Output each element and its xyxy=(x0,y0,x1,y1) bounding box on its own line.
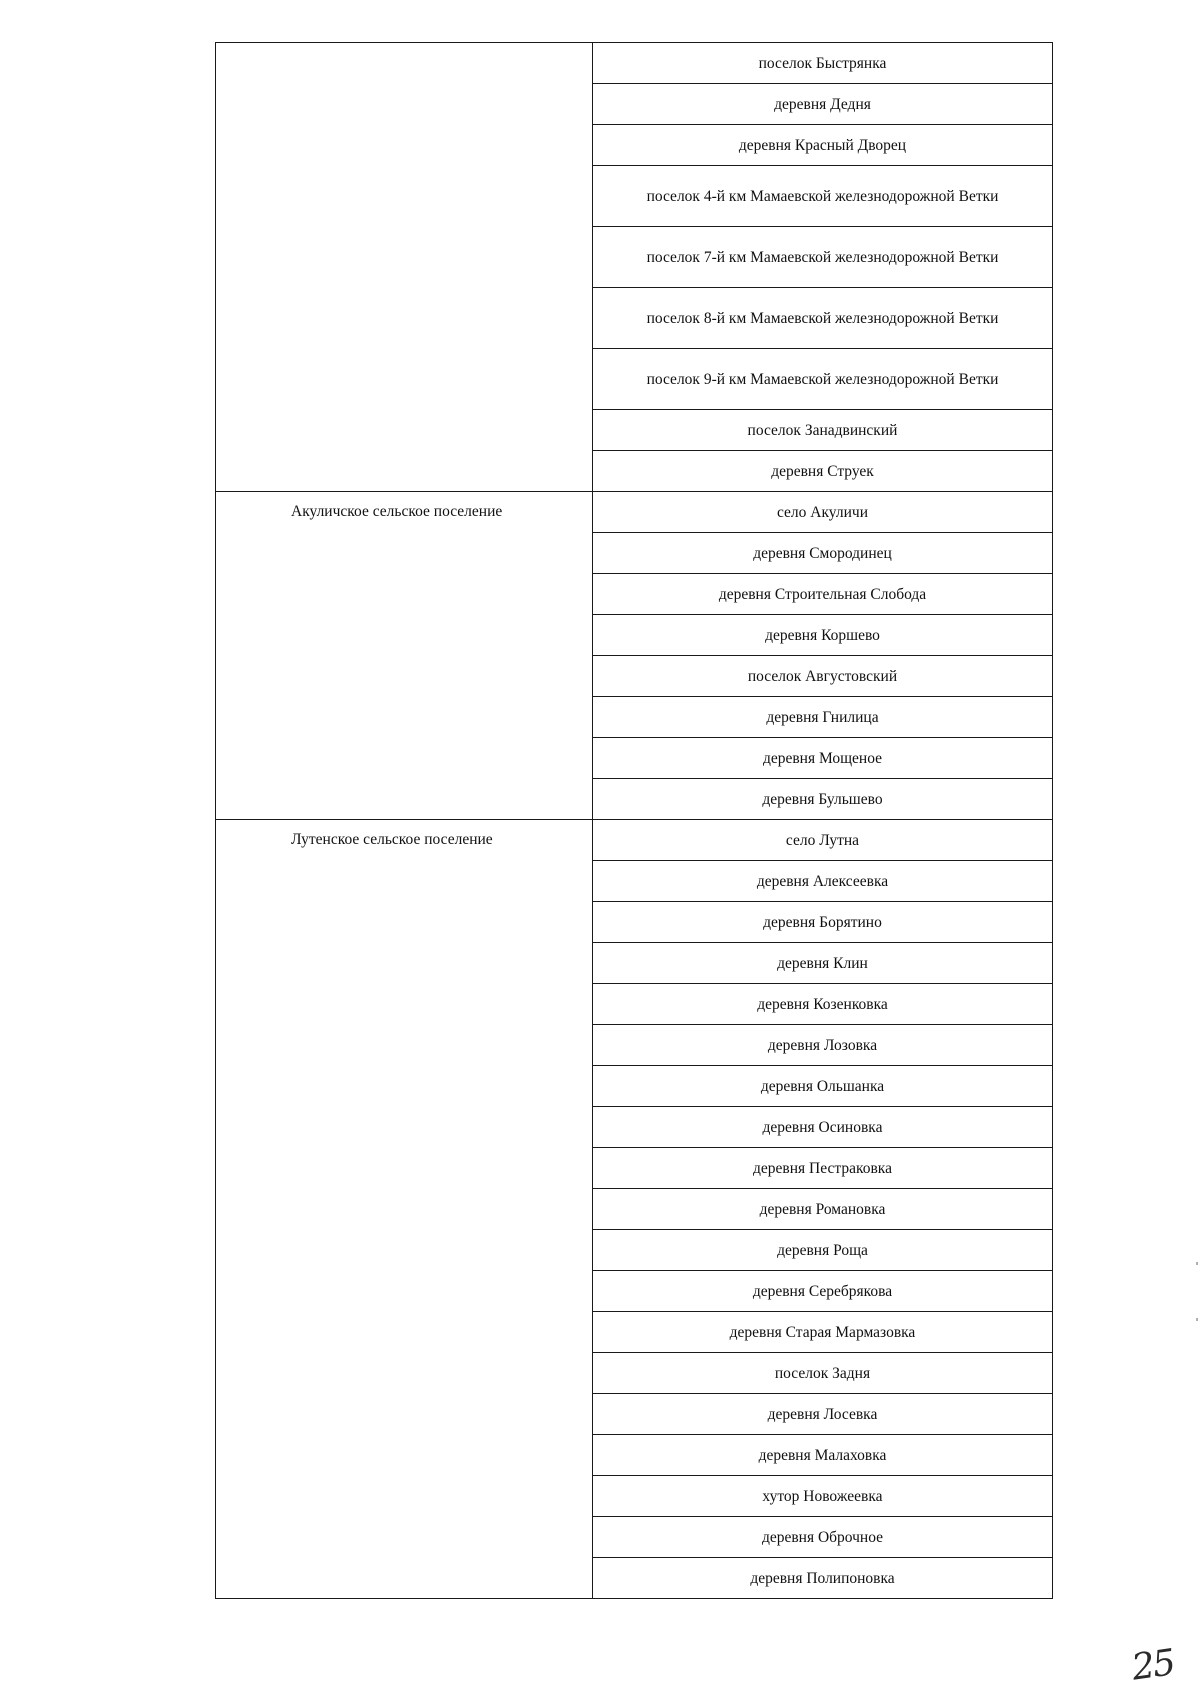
table-row xyxy=(216,492,1053,533)
settlement-cell: поселок Задня xyxy=(593,1353,1053,1394)
settlement-cell: деревня Оброчное xyxy=(593,1517,1053,1558)
table-row xyxy=(216,43,1053,84)
settlement-cell: деревня Малаховка xyxy=(593,1435,1053,1476)
settlement-cell: поселок 4-й км Мамаевской железнодорожной Ветки xyxy=(593,166,1053,227)
municipality-cell xyxy=(216,43,593,492)
settlement-cell: деревня Лозовка xyxy=(593,1025,1053,1066)
settlement-cell: деревня Козенковка xyxy=(593,984,1053,1025)
settlement-cell: деревня Пестраковка xyxy=(593,1148,1053,1189)
scan-artifact xyxy=(1196,1262,1198,1265)
settlement-cell: хутор Новожеевка xyxy=(593,1476,1053,1517)
settlement-cell: поселок 7-й км Мамаевской железнодорожной Ветки xyxy=(593,227,1053,288)
settlement-cell: поселок 8-й км Мамаевской железнодорожной Ветки xyxy=(593,288,1053,349)
settlement-cell: деревня Гнилица xyxy=(593,697,1053,738)
settlement-cell: деревня Строительная Слобода xyxy=(593,574,1053,615)
settlement-cell: деревня Ольшанка xyxy=(593,1066,1053,1107)
settlement-cell: поселок Занадвинский xyxy=(593,410,1053,451)
settlement-cell: деревня Клин xyxy=(593,943,1053,984)
settlement-cell: деревня Дедня xyxy=(593,84,1053,125)
settlement-cell: деревня Роща xyxy=(593,1230,1053,1271)
settlement-cell: деревня Мощеное xyxy=(593,738,1053,779)
settlement-cell: село Акуличи xyxy=(593,492,1053,533)
handwritten-page-number: 25 xyxy=(1129,1642,1177,1689)
settlement-cell: деревня Бульшево xyxy=(593,779,1053,820)
settlement-cell: деревня Красный Дворец xyxy=(593,125,1053,166)
settlement-cell: деревня Романовка xyxy=(593,1189,1053,1230)
settlement-cell: село Лутна xyxy=(593,820,1053,861)
settlement-cell: деревня Осиновка xyxy=(593,1107,1053,1148)
settlement-cell: поселок Быстрянка xyxy=(593,43,1053,84)
settlement-cell: поселок Августовский xyxy=(593,656,1053,697)
settlement-cell: деревня Алексеевка xyxy=(593,861,1053,902)
settlement-cell: деревня Старая Мармазовка xyxy=(593,1312,1053,1353)
settlement-cell: деревня Серебрякова xyxy=(593,1271,1053,1312)
table-row xyxy=(216,820,1053,861)
settlements-table xyxy=(215,42,1053,1599)
scan-artifact xyxy=(1196,1318,1198,1321)
municipality-cell: Акуличское сельское поселение xyxy=(216,492,593,820)
settlement-cell: деревня Полипоновка xyxy=(593,1558,1053,1599)
settlement-cell: поселок 9-й км Мамаевской железнодорожной Ветки xyxy=(593,349,1053,410)
settlement-cell: деревня Борятино xyxy=(593,902,1053,943)
settlement-cell: деревня Смородинец xyxy=(593,533,1053,574)
settlement-cell: деревня Струек xyxy=(593,451,1053,492)
settlement-cell: деревня Коршево xyxy=(593,615,1053,656)
municipality-cell: Лутенское сельское поселение xyxy=(216,820,593,1599)
settlement-cell: деревня Лосевка xyxy=(593,1394,1053,1435)
